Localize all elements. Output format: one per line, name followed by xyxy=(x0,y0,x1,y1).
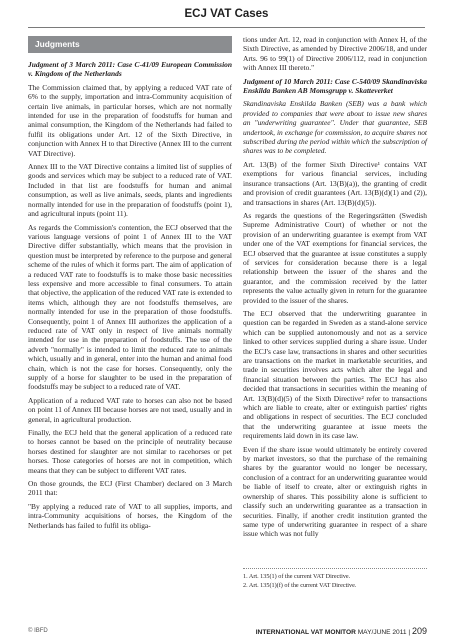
right-column xyxy=(243,35,427,543)
left-column xyxy=(28,60,232,534)
header-rule xyxy=(28,27,425,28)
paragraph: On those grounds, the ECJ (First Chamber) declared on 3 March 2011 that: xyxy=(28,479,232,498)
case-heading: Judgment of 3 March 2011: Case C-41/09 European Commission v. Kingdom of the Netherlands xyxy=(28,60,232,79)
paragraph: Application of a reduced VAT rate to horses can also not be based on point 11 of Annex III because horses are not used, usually and in general, in agricultural production. xyxy=(28,395,232,424)
footnote: 2. Art. 135(1)(f) of the current VAT Directive. xyxy=(243,582,357,589)
paragraph: As regards the Commission's contention, the ECJ observed that the various language versions of point 1 of Annex III to the VAT Directive differ substantially, which means that the provision in question must be interpreted by reference to the purpose and general scheme of the rules of which it forms part. The aim of application of a reduced VAT rate to foodstuffs is to make those basic necessities less expensive and more accessible to final consumers. To attain that objective, the application of the reduced VAT rate is extended to items which, although they are not foodstuffs themselves, are normally intended for use in the preparation of those foodstuffs. Consequently, point 1 of Annex III authorizes the application of a reduced rate of VAT only in respect of live animals normally intended for use in the preparation of foodstuffs. The use of the adverb "normally" is intended to limit the reduced rate to animals which, usually and in general, enter into the human and animal food chain, which is not the case for horses. Consequently, only the supply of a horse for slaughter to be used in the preparation of foodstuffs may be subject to a reduced rate of VAT. xyxy=(28,222,232,392)
paragraph: Even if the share issue would ultimately be entirely covered by market investors, so that the purchase of the remaining shares by the guarantor would no longer be necessary, conclusion of a contract for an underwriting guarantee would be liable of itself to create, alter or extinguish rights in ownership of shares. This possibility alone is sufficient to classify such an underwriting guarantee as a transaction in securities. Finally, if another credit institution granted the same type of underwriting guarantee in respect of a share issue which was not fully xyxy=(243,444,427,539)
paragraph: The Commission claimed that, by applying a reduced VAT rate of 6% to the supply, importation and intra-Community acquisition of certain live animals, in particular horses, which are not normally intended for use in the preparation of foodstuffs for human and animal consumption, the Kingdom of the Netherlands had failed to fulfil its obligations under Art. 12 of the Sixth Directive, in conjunction with Annex H to that Directive (Annex III to the current VAT Directive). xyxy=(28,82,232,158)
paragraph: tions under Art. 12, read in conjunction with Annex H, of the Sixth Directive, as amended by Directive 2006/18, and under Arts. 96 to 99(1) of Directive 2006/112, read in conjunction with Annex III thereto." xyxy=(243,35,427,73)
quotation: "By applying a reduced rate of VAT to all supplies, imports, and intra-Community acquisitions of horses, the Kingdom of the Netherlands has failed to fulfil its obliga- xyxy=(28,501,232,530)
paragraph: As regards the questions of the Regeringsrätten (Swedish Supreme Administrative Court) of whether or not the provision of an underwriting guarantee is exempt from VAT under one of the VAT exemptions for financial services, the ECJ observed that the guarantee at issue constitutes a supply of services for consideration because there is a legal relationship between the issuer of the shares and the guarantor, and the commission received by the latter represents the value actually given in return for the guarantee provided to the issuer of the shares. xyxy=(243,210,427,305)
running-head: ECJ VAT Cases xyxy=(184,8,269,20)
issue-date: MAY/JUNE 2011 xyxy=(357,629,407,636)
section-label: Judgments xyxy=(28,36,232,53)
footer-separator: | xyxy=(408,629,411,636)
paragraph: Finally, the ECJ held that the general application of a reduced rate to horses cannot be based on the principle of neutrality because horses destined for slaughter are not similar to racehorses or pet horses. Those categories of horses are not in competition, which means that they can be subject to different VAT rates. xyxy=(28,428,232,475)
footnote: 1. Art. 135(1) of the current VAT Directive. xyxy=(243,573,351,580)
paragraph: Skandinaviska Enskilda Banken (SEB) was a bank which provided to companies that were about to issue new shares an "underwriting guarantee". Under that guarantee, SEB undertook, in exchange for commission, to acquire shares not subscribed during the period within which the subscription of shares was to be completed. xyxy=(243,99,427,156)
page-footer xyxy=(256,626,427,636)
page-number: 209 xyxy=(411,626,427,636)
paragraph: Annex III to the VAT Directive contains a limited list of supplies of goods and services which may be subject to a reduced rate of VAT. Included in that list are foodstuffs for human and animal consumption, as well as live animals, seeds, plants and ingredients normally intended for use in the preparation of foodstuffs (point 1), and agricultural inputs (point 11). xyxy=(28,162,232,219)
case-heading: Judgment of 10 March 2011: Case C-540/09 Skandinaviska Enskilda Banken AB Momsgrupp v. Skatteverket xyxy=(243,76,427,96)
paragraph: Art. 13(B) of the former Sixth Directive¹ contains VAT exemptions for various financial services, including insurance transactions (Art. 13(B)(a)), the granting of credit and provision of credit guarantees (Art. 13(B)(d)(1) and (2)), and transactions in shares (Art. 13(B)(d)(5)). xyxy=(243,159,427,207)
paragraph: The ECJ observed that the underwriting guarantee in question can be regarded in Sweden as a stand-alone service which can be supplied autonomously and not as a service linked to other services supplied during a share issue. Under the ECJ's case law, transactions in shares and other securities are transactions on the market in marketable securities, and trade in securities involves acts which alter the legal and financial situation between the parties. The ECJ has also decided that transactions in securities within the meaning of Art. 13(B)(d)(5) of the Sixth Directive² refer to transactions which are liable to create, alter or extinguish parties' rights and obligations in respect of securities. The ECJ concluded that the underwriting guarantee at issue meets the requirements laid down in its case law. xyxy=(243,308,427,441)
footnotes xyxy=(243,568,427,591)
journal-name: INTERNATIONAL VAT MONITOR xyxy=(255,629,356,636)
copyright: © IBFD xyxy=(28,628,48,634)
